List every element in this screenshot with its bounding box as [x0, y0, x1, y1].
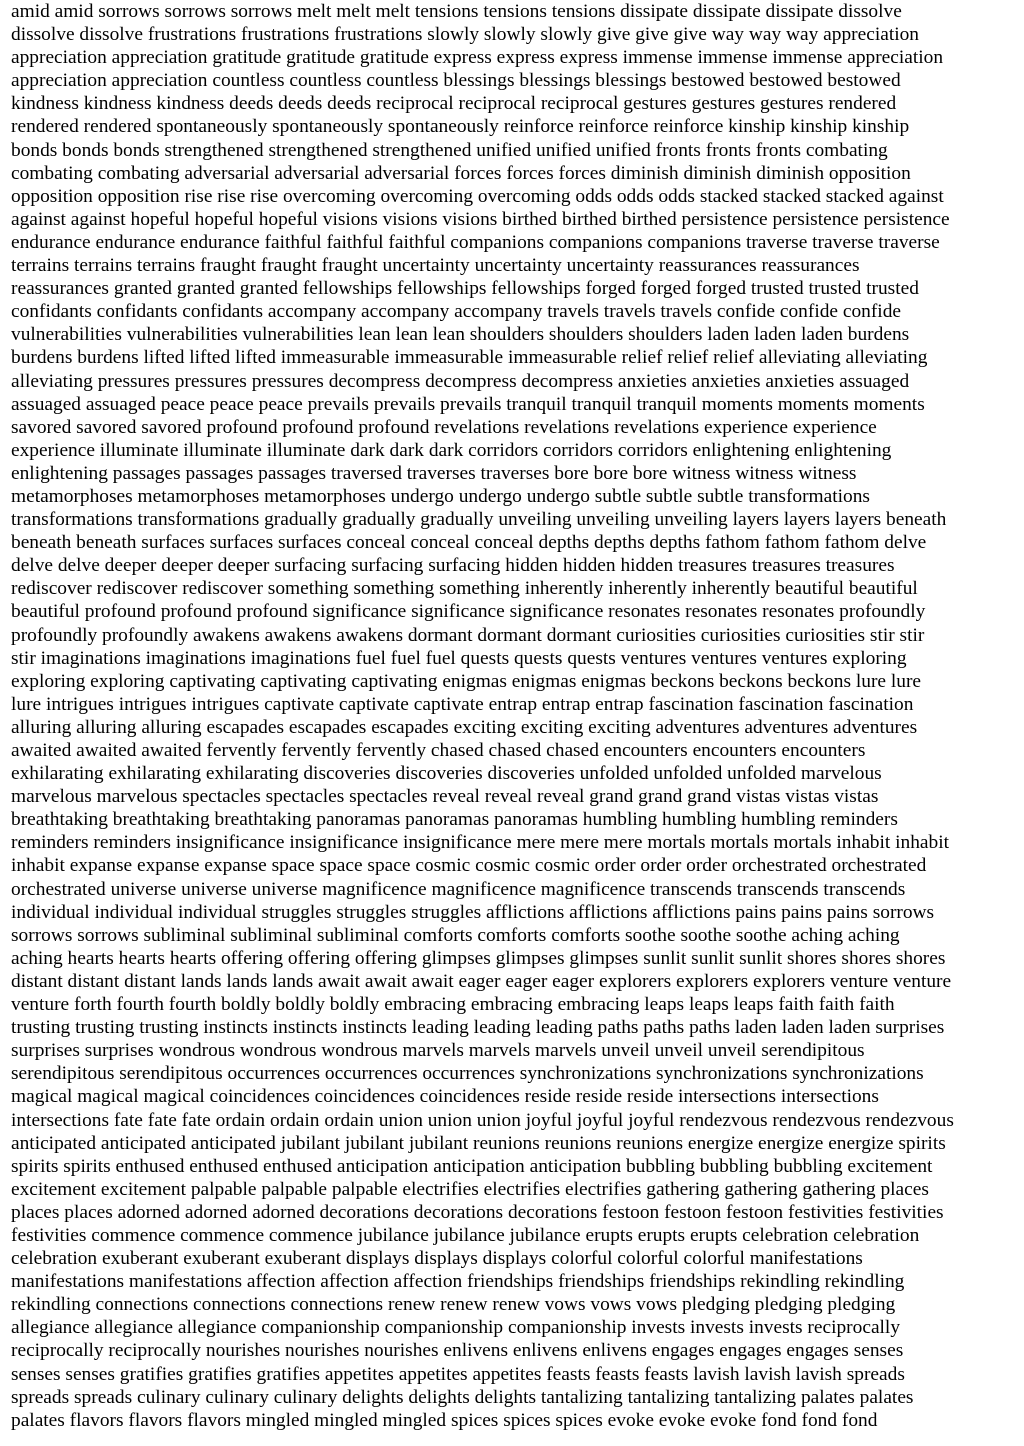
text-line: spreads spreads culinary culinary culinary delights delights delights tantalizing tantalizing tantalizing palates palates: [11, 1386, 914, 1408]
text-line: against against hopeful hopeful hopeful visions visions visions birthed birthed birthed persistence persistence persistence: [11, 208, 950, 230]
text-line: anticipated anticipated anticipated jubilant jubilant jubilant reunions reunions reunions energize energize energize spirits: [11, 1132, 946, 1154]
text-line: exhilarating exhilarating exhilarating discoveries discoveries discoveries unfolded unfolded unfolded marvelous: [11, 763, 882, 785]
text-line: enlightening passages passages passages traversed traverses traverses bore bore bore witness witness witness: [11, 462, 857, 484]
text-line: reminders reminders insignificance insignificance insignificance mere mere mere mortals mortals mortals inhabit inhabit: [11, 832, 949, 854]
text-line: celebration exuberant exuberant exuberant displays displays displays colorful colorful colorful manifestations: [11, 1248, 863, 1270]
text-line: experience illuminate illuminate illuminate dark dark dark corridors corridors corridors enlightening enlightening: [11, 439, 892, 461]
text-line: sorrows sorrows subliminal subliminal subliminal comforts comforts comforts soothe soothe soothe aching aching: [11, 924, 900, 946]
text-line: kindness kindness kindness deeds deeds deeds reciprocal reciprocal reciprocal gestures gestures gestures rendered: [11, 93, 897, 115]
text-line: assuaged assuaged peace peace peace prevails prevails prevails tranquil tranquil tranquil moments moments moments: [11, 393, 925, 415]
text-line: appreciation appreciation gratitude gratitude gratitude express express express immense immense immense appreciation: [11, 47, 944, 69]
text-line: distant distant distant lands lands lands await await await eager eager eager explorers explorers explorers venture venture: [11, 970, 952, 992]
text-line: rediscover rediscover rediscover something something something inherently inherently inherently beautiful beautiful: [11, 578, 918, 600]
text-line: palates flavors flavors flavors mingled mingled mingled spices spices spices evoke evoke evoke fond fond fond: [11, 1409, 878, 1431]
text-line: places places adorned adorned adorned decorations decorations decorations festoon festoon festoon festivities festivities: [11, 1201, 944, 1223]
text-line: profoundly profoundly awakens awakens awakens dormant dormant dormant curiosities curiosities curiosities stir stir: [11, 624, 925, 646]
text-line: senses senses gratifies gratifies gratifies appetites appetites appetites feasts feasts feasts lavish lavish lavish spreads: [11, 1363, 905, 1385]
text-line: spirits spirits enthused enthused enthused anticipation anticipation anticipation bubbling bubbling bubbling excitement: [11, 1155, 933, 1177]
body-text: [11, 0, 1024, 1432]
text-line: excitement excitement palpable palpable palpable electrifies electrifies electrifies gathering gathering gathering places: [11, 1178, 929, 1200]
text-line: magical magical magical coincidences coincidences coincidences reside reside reside intersections intersections: [11, 1086, 879, 1108]
text-line: individual individual individual struggles struggles struggles afflictions afflictions afflictions pains pains pains sorrows: [11, 901, 935, 923]
text-line: inhabit expanse expanse expanse space space space cosmic cosmic cosmic order order order orchestrated orchestrated: [11, 855, 927, 877]
text-line: stir imaginations imaginations imaginations fuel fuel fuel quests quests quests ventures ventures ventures exploring: [11, 647, 907, 669]
text-line: trusting trusting trusting instincts instincts instincts leading leading leading paths paths paths laden laden laden surprises: [11, 1017, 945, 1039]
text-line: appreciation appreciation countless countless countless blessings blessings blessings bestowed bestowed bestowed: [11, 70, 901, 92]
text-line: marvelous marvelous spectacles spectacles spectacles reveal reveal reveal grand grand grand vistas vistas vistas: [11, 786, 879, 808]
text-line: burdens burdens lifted lifted lifted immeasurable immeasurable immeasurable relief relief relief alleviating alleviating: [11, 347, 928, 369]
text-line: venture forth fourth fourth boldly boldly boldly embracing embracing embracing leaps leaps leaps faith faith faith: [11, 994, 895, 1016]
text-line: delve delve deeper deeper deeper surfacing surfacing surfacing hidden hidden hidden treasures treasures treasures: [11, 555, 895, 577]
text-line: bonds bonds bonds strengthened strengthened strengthened unified unified unified fronts fronts fronts combating: [11, 139, 888, 161]
text-line: opposition opposition rise rise rise overcoming overcoming overcoming odds odds odds stacked stacked stacked against: [11, 185, 944, 207]
text-line: intersections fate fate fate ordain ordain ordain union union union joyful joyful joyful rendezvous rendezvous rendezvous: [11, 1109, 954, 1131]
text-line: manifestations manifestations affection affection affection friendships friendships friendships rekindling rekindling: [11, 1271, 905, 1293]
text-line: confidants confidants confidants accompany accompany accompany travels travels travels confide confide confide: [11, 301, 901, 323]
text-line: combating combating adversarial adversarial adversarial forces forces forces diminish diminish diminish opposition: [11, 162, 911, 184]
text-line: reassurances granted granted granted fellowships fellowships fellowships forged forged forged trusted trusted trusted: [11, 278, 919, 300]
text-line: orchestrated universe universe universe magnificence magnificence magnificence transcends transcends transcends: [11, 878, 906, 900]
text-line: terrains terrains terrains fraught fraught fraught uncertainty uncertainty uncertainty reassurances reassurances: [11, 255, 860, 277]
text-line: exploring exploring captivating captivating captivating enigmas enigmas enigmas beckons beckons beckons lure lure: [11, 670, 922, 692]
text-line: beautiful profound profound profound significance significance significance resonates resonates resonates profoundly: [11, 601, 926, 623]
text-line: rendered rendered spontaneously spontaneously spontaneously reinforce reinforce reinforce kinship kinship kinship: [11, 116, 910, 138]
text-line: savored savored savored profound profound profound revelations revelations revelations experience experience: [11, 416, 877, 438]
text-line: beneath beneath surfaces surfaces surfaces conceal conceal conceal depths depths depths fathom fathom fathom delve: [11, 532, 927, 554]
text-line: endurance endurance endurance faithful faithful faithful companions companions companions traverse traverse traverse: [11, 231, 940, 253]
text-line: transformations transformations gradually gradually gradually unveiling unveiling unveiling layers layers layers beneath: [11, 509, 947, 531]
text-line: awaited awaited awaited fervently fervently fervently chased chased chased encounters encounters encounters: [11, 740, 866, 761]
text-line: lure intrigues intrigues intrigues captivate captivate captivate entrap entrap entrap fascination fascination fascination: [11, 693, 914, 715]
text-line: surprises surprises wondrous wondrous wondrous marvels marvels marvels unveil unveil unveil serendipitous: [11, 1040, 865, 1062]
text-line: breathtaking breathtaking breathtaking panoramas panoramas panoramas humbling humbling humbling reminders: [11, 809, 898, 831]
text-line: vulnerabilities vulnerabilities vulnerabilities lean lean lean shoulders shoulders shoulders laden laden laden burdens: [11, 324, 910, 346]
text-line: allegiance allegiance allegiance companionship companionship companionship invests invests invests reciprocally: [11, 1317, 901, 1339]
text-line: amid amid sorrows sorrows sorrows melt melt melt tensions tensions tensions dissipate dissipate dissipate dissolve: [11, 1, 902, 22]
text-line: aching hearts hearts hearts offering offering offering glimpses glimpses glimpses sunlit sunlit sunlit shores shores shores: [11, 947, 946, 969]
text-line: serendipitous serendipitous occurrences occurrences occurrences synchronizations synchronizations synchronizations: [11, 1063, 924, 1085]
text-line: reciprocally reciprocally nourishes nourishes nourishes enlivens enlivens enlivens engages engages engages senses: [11, 1340, 904, 1362]
text-line: alleviating pressures pressures pressures decompress decompress decompress anxieties anxieties anxieties assuaged: [11, 370, 910, 392]
text-line: metamorphoses metamorphoses metamorphoses undergo undergo undergo subtle subtle subtle transformations: [11, 485, 870, 507]
text-line: festivities commence commence commence jubilance jubilance jubilance erupts erupts erupts celebration celebration: [11, 1224, 920, 1246]
text-line: dissolve dissolve frustrations frustrations frustrations slowly slowly slowly give give give way way way appreciation: [11, 24, 919, 46]
text-line: rekindling connections connections connections renew renew renew vows vows vows pledging pledging pledging: [11, 1294, 896, 1316]
text-line: alluring alluring alluring escapades escapades escapades exciting exciting exciting adventures adventures adventures: [11, 716, 918, 738]
